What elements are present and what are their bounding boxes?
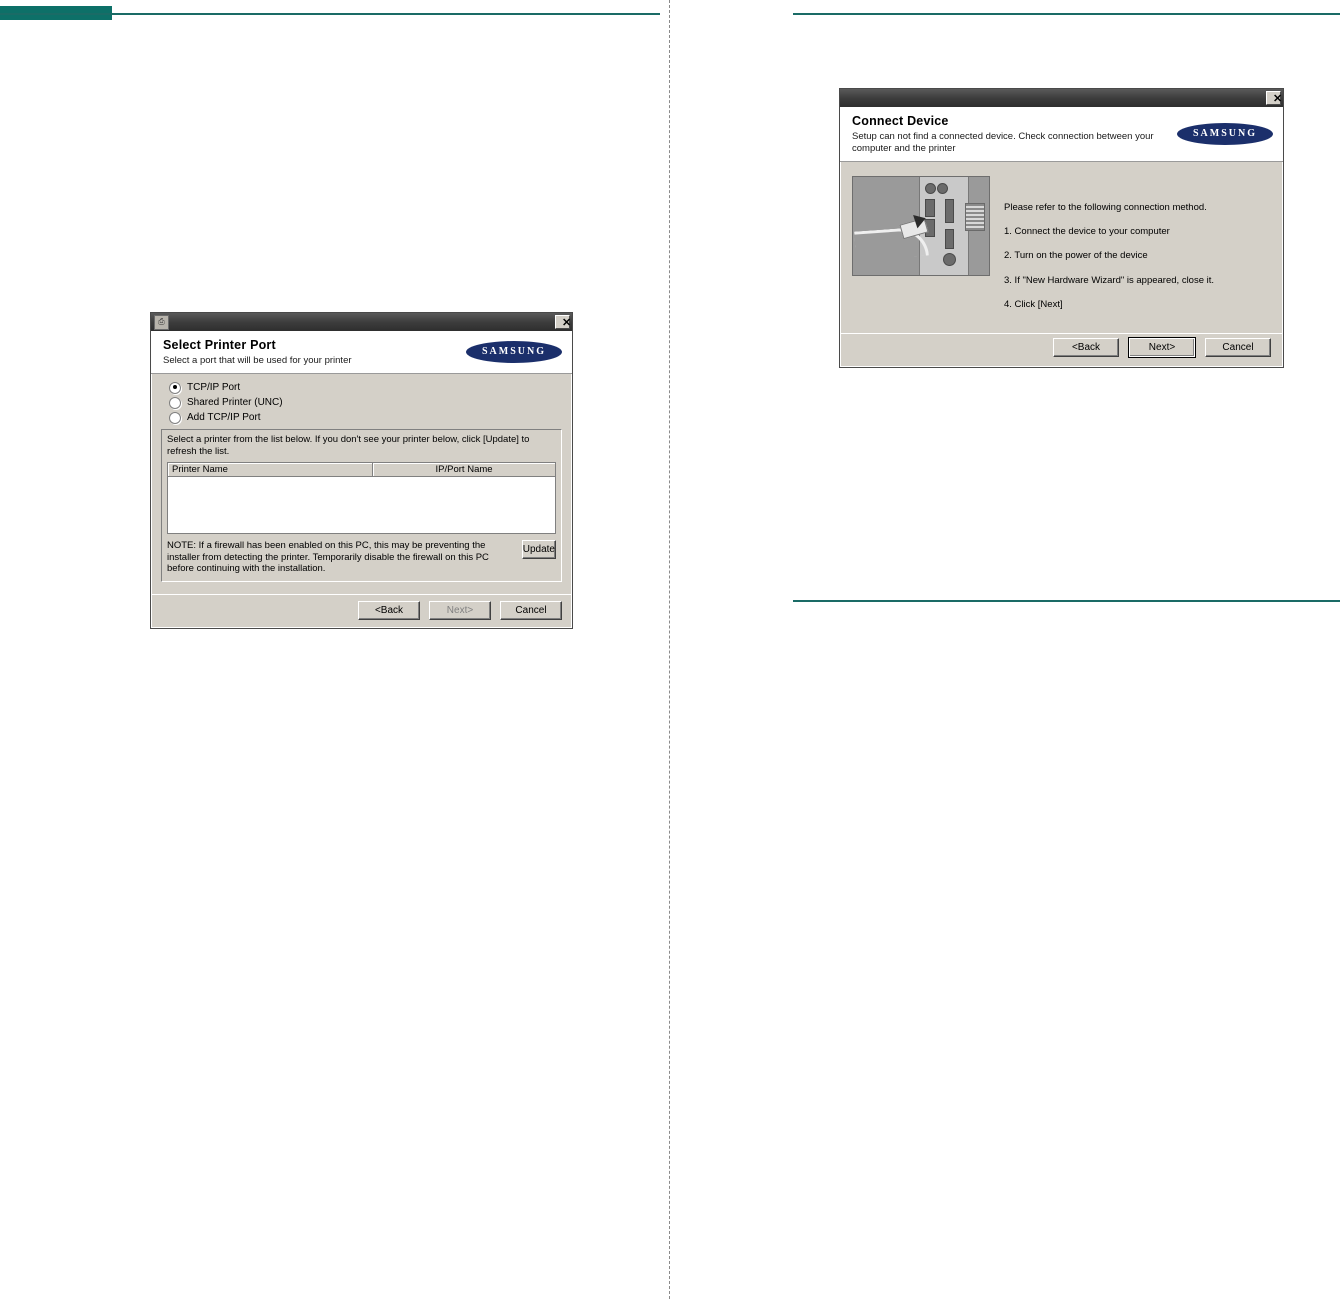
radio-icon[interactable]: [169, 382, 181, 394]
usb-port-icon: [925, 199, 935, 217]
vent-grid: [965, 203, 985, 231]
column-divider: [669, 0, 670, 1299]
dialog-body: [151, 374, 572, 588]
next-button[interactable]: Next>: [1129, 338, 1195, 357]
steps-lead: Please refer to the following connection method.: [1004, 201, 1207, 213]
dialog-body: [840, 162, 1283, 332]
firewall-note-row: [167, 540, 556, 576]
close-icon[interactable]: ✕: [1266, 91, 1281, 105]
step-item: 2. Turn on the power of the device: [1004, 250, 1148, 262]
dialog-footer: [840, 333, 1283, 367]
dialog-footer: [151, 594, 572, 628]
samsung-logo: SAMSUNG: [466, 341, 562, 363]
radio-label: TCP/IP Port: [187, 382, 241, 394]
printer-icon: ⎙: [154, 315, 169, 330]
firewall-note: NOTE: If a firewall has been enabled on this PC, this may be preventing the installer from detecting the printer. Temporarily disable the firewall on this PC before continuing with the installation.: [167, 539, 489, 575]
radio-label: Shared Printer (UNC): [187, 397, 283, 409]
close-icon[interactable]: ✕: [555, 315, 570, 329]
next-button[interactable]: Next>: [429, 601, 491, 620]
computer-ports-cable-illustration: [852, 176, 990, 276]
back-button[interactable]: <Back: [1053, 338, 1119, 357]
radio-icon[interactable]: [169, 397, 181, 409]
printer-list-instruction: Select a printer from the list below. If you don't see your printer below, click [Update] to refresh the list.: [167, 433, 530, 457]
port-icon: [925, 183, 936, 194]
cancel-button[interactable]: Cancel: [500, 601, 562, 620]
column-header-ip-port-name[interactable]: IP/Port Name: [373, 463, 555, 476]
serial-port-icon: [945, 229, 954, 249]
cancel-button[interactable]: Cancel: [1205, 338, 1271, 357]
select-printer-port-dialog: [150, 312, 573, 629]
update-button[interactable]: Update: [522, 540, 556, 559]
connection-steps: [1004, 176, 1214, 324]
window-icon-placeholder: [843, 92, 856, 105]
right-column-rule-top: [793, 13, 1340, 15]
dialog-subtitle: Select a port that will be used for your printer: [163, 355, 352, 366]
samsung-logo: SAMSUNG: [1177, 123, 1273, 145]
parallel-port-icon: [945, 199, 954, 223]
right-column-rule-bottom: [793, 600, 1340, 602]
printer-list[interactable]: [167, 476, 556, 534]
dialog-subtitle: Setup can not find a connected device. Check connection between your computer and the printer: [852, 131, 1154, 154]
back-button[interactable]: <Back: [358, 601, 420, 620]
radio-label: Add TCP/IP Port: [187, 412, 261, 424]
titlebar: [840, 89, 1283, 107]
printer-list-group: [161, 429, 562, 582]
step-item: 3. If "New Hardware Wizard" is appeared, close it.: [1004, 274, 1215, 286]
dialog-header: [151, 331, 572, 374]
titlebar: [151, 313, 572, 331]
radio-option-shared-printer[interactable]: [169, 397, 562, 409]
radio-icon[interactable]: [169, 412, 181, 424]
printer-list-header: [167, 462, 556, 476]
connect-device-dialog: [839, 88, 1284, 368]
dialog-header: [840, 107, 1283, 162]
step-item: 4. Click [Next]: [1004, 299, 1063, 311]
page-title: Connect Device: [852, 114, 949, 128]
radio-option-add-tcpip-port[interactable]: [169, 412, 562, 424]
column-header-printer-name[interactable]: Printer Name: [168, 463, 373, 476]
radio-option-tcpip[interactable]: [169, 382, 562, 394]
audio-port-icon: [943, 253, 956, 266]
left-column-rule: [0, 13, 660, 15]
page-title: Select Printer Port: [163, 338, 276, 352]
step-item: 1. Connect the device to your computer: [1004, 226, 1170, 238]
port-icon: [937, 183, 948, 194]
